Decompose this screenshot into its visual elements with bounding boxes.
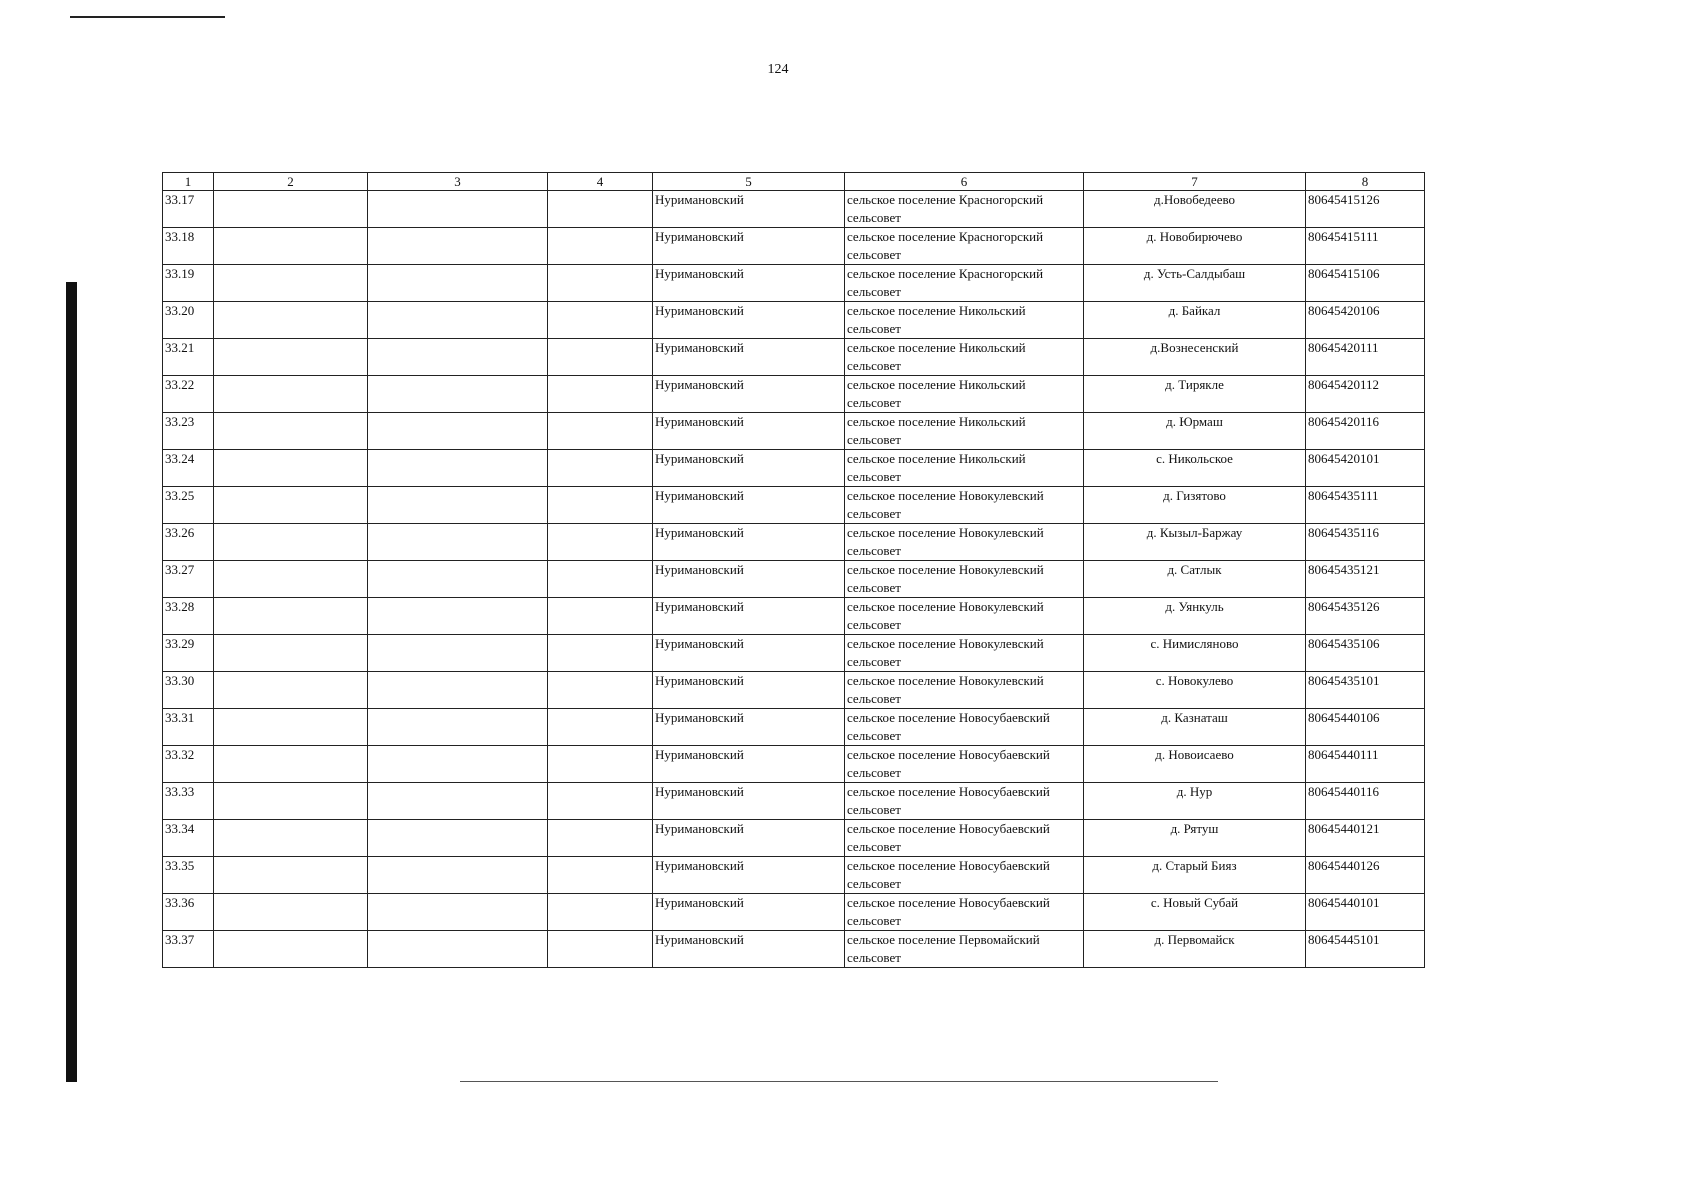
row-number-cell: 33.32 (163, 746, 214, 783)
settlement-cell: сельское поселение Красногорский сельсовет (845, 191, 1084, 228)
column-4-cell (548, 339, 653, 376)
table-header-row (163, 173, 1425, 191)
locality-cell: д. Новобирючево (1084, 228, 1306, 265)
oktmo-code-cell: 80645420111 (1306, 339, 1425, 376)
settlement-cell: сельское поселение Никольский сельсовет (845, 302, 1084, 339)
column-2-cell (214, 487, 368, 524)
column-2-cell (214, 894, 368, 931)
district-cell: Нуримановский (653, 450, 845, 487)
district-cell: Нуримановский (653, 561, 845, 598)
table-row (163, 524, 1425, 561)
column-2-cell (214, 783, 368, 820)
column-3-cell (368, 746, 548, 783)
district-cell: Нуримановский (653, 487, 845, 524)
table-row (163, 265, 1425, 302)
oktmo-code-cell: 80645415126 (1306, 191, 1425, 228)
column-4-cell (548, 487, 653, 524)
column-4-cell (548, 931, 653, 968)
locality-cell: с. Никольское (1084, 450, 1306, 487)
district-cell: Нуримановский (653, 413, 845, 450)
district-cell: Нуримановский (653, 376, 845, 413)
table-row (163, 894, 1425, 931)
column-2-cell (214, 265, 368, 302)
district-cell: Нуримановский (653, 820, 845, 857)
oktmo-code-cell: 80645435116 (1306, 524, 1425, 561)
column-2-cell (214, 820, 368, 857)
column-2-cell (214, 302, 368, 339)
row-number-cell: 33.36 (163, 894, 214, 931)
table-row (163, 783, 1425, 820)
table-row (163, 413, 1425, 450)
oktmo-code-cell: 80645415106 (1306, 265, 1425, 302)
column-3-cell (368, 339, 548, 376)
oktmo-code-cell: 80645420112 (1306, 376, 1425, 413)
column-2-cell (214, 598, 368, 635)
oktmo-code-cell: 80645440126 (1306, 857, 1425, 894)
column-header-1: 1 (163, 173, 214, 191)
page-number: 124 (767, 62, 789, 77)
column-4-cell (548, 820, 653, 857)
column-2-cell (214, 376, 368, 413)
column-2-cell (214, 228, 368, 265)
column-3-cell (368, 894, 548, 931)
table-row (163, 598, 1425, 635)
settlement-cell: сельское поселение Никольский сельсовет (845, 413, 1084, 450)
table-row (163, 820, 1425, 857)
table-row (163, 376, 1425, 413)
table-row (163, 191, 1425, 228)
column-2-cell (214, 931, 368, 968)
column-header-4: 4 (548, 173, 653, 191)
column-4-cell (548, 894, 653, 931)
settlement-cell: сельское поселение Новосубаевский сельсовет (845, 746, 1084, 783)
row-number-cell: 33.26 (163, 524, 214, 561)
row-number-cell: 33.33 (163, 783, 214, 820)
oktmo-code-cell: 80645435111 (1306, 487, 1425, 524)
column-4-cell (548, 783, 653, 820)
locality-cell: с. Нимисляново (1084, 635, 1306, 672)
oktmo-code-cell: 80645435106 (1306, 635, 1425, 672)
locality-cell: д. Байкал (1084, 302, 1306, 339)
oktmo-code-cell: 80645420106 (1306, 302, 1425, 339)
district-cell: Нуримановский (653, 894, 845, 931)
settlement-cell: сельское поселение Никольский сельсовет (845, 376, 1084, 413)
row-number-cell: 33.27 (163, 561, 214, 598)
district-cell: Нуримановский (653, 635, 845, 672)
district-cell: Нуримановский (653, 672, 845, 709)
row-number-cell: 33.28 (163, 598, 214, 635)
row-number-cell: 33.22 (163, 376, 214, 413)
row-number-cell: 33.29 (163, 635, 214, 672)
table-row (163, 302, 1425, 339)
settlement-cell: сельское поселение Новокулевский сельсовет (845, 672, 1084, 709)
district-cell: Нуримановский (653, 598, 845, 635)
district-cell: Нуримановский (653, 524, 845, 561)
table-row (163, 931, 1425, 968)
column-3-cell (368, 450, 548, 487)
settlement-cell: сельское поселение Новосубаевский сельсовет (845, 709, 1084, 746)
column-header-6: 6 (845, 173, 1084, 191)
column-3-cell (368, 524, 548, 561)
table-row (163, 746, 1425, 783)
scan-edge-bar (66, 282, 77, 1082)
locality-cell: д. Усть-Салдыбаш (1084, 265, 1306, 302)
locality-cell: с. Новый Субай (1084, 894, 1306, 931)
column-3-cell (368, 635, 548, 672)
locality-cell: д. Казнаташ (1084, 709, 1306, 746)
district-cell: Нуримановский (653, 302, 845, 339)
settlement-cell: сельское поселение Новокулевский сельсовет (845, 487, 1084, 524)
column-3-cell (368, 931, 548, 968)
column-4-cell (548, 672, 653, 709)
oktmo-code-cell: 80645440121 (1306, 820, 1425, 857)
row-number-cell: 33.21 (163, 339, 214, 376)
row-number-cell: 33.25 (163, 487, 214, 524)
settlement-cell: сельское поселение Новокулевский сельсовет (845, 598, 1084, 635)
settlement-cell: сельское поселение Новокулевский сельсовет (845, 524, 1084, 561)
locality-cell: д. Юрмаш (1084, 413, 1306, 450)
column-3-cell (368, 228, 548, 265)
column-4-cell (548, 376, 653, 413)
oktmo-code-cell: 80645445101 (1306, 931, 1425, 968)
locality-cell: д. Гизятово (1084, 487, 1306, 524)
column-header-2: 2 (214, 173, 368, 191)
column-4-cell (548, 746, 653, 783)
oktmo-code-cell: 80645440106 (1306, 709, 1425, 746)
settlement-cell: сельское поселение Первомайский сельсовет (845, 931, 1084, 968)
row-number-cell: 33.19 (163, 265, 214, 302)
column-3-cell (368, 191, 548, 228)
table-row (163, 450, 1425, 487)
column-2-cell (214, 413, 368, 450)
column-3-cell (368, 302, 548, 339)
column-3-cell (368, 820, 548, 857)
column-3-cell (368, 561, 548, 598)
column-2-cell (214, 672, 368, 709)
locality-cell: д. Нур (1084, 783, 1306, 820)
district-cell: Нуримановский (653, 709, 845, 746)
oktmo-code-cell: 80645435126 (1306, 598, 1425, 635)
oktmo-code-cell: 80645435121 (1306, 561, 1425, 598)
district-cell: Нуримановский (653, 931, 845, 968)
table-row (163, 561, 1425, 598)
column-3-cell (368, 413, 548, 450)
locality-cell: д. Сатлык (1084, 561, 1306, 598)
row-number-cell: 33.17 (163, 191, 214, 228)
oktmo-code-cell: 80645415111 (1306, 228, 1425, 265)
settlement-cell: сельское поселение Красногорский сельсовет (845, 228, 1084, 265)
column-3-cell (368, 265, 548, 302)
column-4-cell (548, 450, 653, 487)
district-cell: Нуримановский (653, 857, 845, 894)
table-row (163, 339, 1425, 376)
settlement-cell: сельское поселение Новосубаевский сельсовет (845, 783, 1084, 820)
column-2-cell (214, 857, 368, 894)
column-3-cell (368, 376, 548, 413)
column-4-cell (548, 524, 653, 561)
oktmo-code-cell: 80645440116 (1306, 783, 1425, 820)
column-header-5: 5 (653, 173, 845, 191)
column-4-cell (548, 228, 653, 265)
locality-cell: с. Новокулево (1084, 672, 1306, 709)
row-number-cell: 33.37 (163, 931, 214, 968)
district-cell: Нуримановский (653, 265, 845, 302)
settlement-cell: сельское поселение Новокулевский сельсовет (845, 635, 1084, 672)
district-cell: Нуримановский (653, 191, 845, 228)
locality-cell: д. Тирякле (1084, 376, 1306, 413)
locality-cell: д. Первомайск (1084, 931, 1306, 968)
settlement-cell: сельское поселение Новокулевский сельсовет (845, 561, 1084, 598)
settlement-cell: сельское поселение Никольский сельсовет (845, 339, 1084, 376)
column-4-cell (548, 598, 653, 635)
column-2-cell (214, 746, 368, 783)
column-4-cell (548, 857, 653, 894)
column-4-cell (548, 709, 653, 746)
oktmo-code-cell: 80645440111 (1306, 746, 1425, 783)
column-header-7: 7 (1084, 173, 1306, 191)
settlement-cell: сельское поселение Новосубаевский сельсовет (845, 820, 1084, 857)
column-4-cell (548, 265, 653, 302)
column-2-cell (214, 524, 368, 561)
table-row (163, 857, 1425, 894)
column-2-cell (214, 561, 368, 598)
table-body (163, 191, 1425, 968)
table-row (163, 228, 1425, 265)
bottom-rule (460, 1081, 1218, 1082)
column-4-cell (548, 302, 653, 339)
table-row (163, 709, 1425, 746)
column-2-cell (214, 191, 368, 228)
column-3-cell (368, 857, 548, 894)
locality-cell: д. Рятуш (1084, 820, 1306, 857)
column-2-cell (214, 450, 368, 487)
oktmo-code-cell: 80645420101 (1306, 450, 1425, 487)
column-4-cell (548, 191, 653, 228)
district-cell: Нуримановский (653, 339, 845, 376)
column-4-cell (548, 635, 653, 672)
row-number-cell: 33.23 (163, 413, 214, 450)
column-3-cell (368, 783, 548, 820)
column-3-cell (368, 709, 548, 746)
locality-cell: д.Новобедеево (1084, 191, 1306, 228)
oktmo-code-cell: 80645435101 (1306, 672, 1425, 709)
registry-table (162, 172, 1425, 968)
locality-cell: д. Новоисаево (1084, 746, 1306, 783)
column-4-cell (548, 413, 653, 450)
settlement-cell: сельское поселение Новосубаевский сельсовет (845, 857, 1084, 894)
column-3-cell (368, 487, 548, 524)
column-3-cell (368, 672, 548, 709)
column-header-8: 8 (1306, 173, 1425, 191)
column-2-cell (214, 709, 368, 746)
row-number-cell: 33.18 (163, 228, 214, 265)
settlement-cell: сельское поселение Новосубаевский сельсовет (845, 894, 1084, 931)
settlement-cell: сельское поселение Никольский сельсовет (845, 450, 1084, 487)
settlement-cell: сельское поселение Красногорский сельсовет (845, 265, 1084, 302)
row-number-cell: 33.20 (163, 302, 214, 339)
row-number-cell: 33.31 (163, 709, 214, 746)
column-2-cell (214, 635, 368, 672)
column-2-cell (214, 339, 368, 376)
row-number-cell: 33.34 (163, 820, 214, 857)
row-number-cell: 33.35 (163, 857, 214, 894)
column-4-cell (548, 561, 653, 598)
district-cell: Нуримановский (653, 228, 845, 265)
row-number-cell: 33.30 (163, 672, 214, 709)
oktmo-code-cell: 80645420116 (1306, 413, 1425, 450)
top-rule (70, 16, 225, 18)
oktmo-code-cell: 80645440101 (1306, 894, 1425, 931)
locality-cell: д. Старый Бияз (1084, 857, 1306, 894)
table-row (163, 487, 1425, 524)
column-3-cell (368, 598, 548, 635)
locality-cell: д. Кызыл-Баржау (1084, 524, 1306, 561)
table-row (163, 635, 1425, 672)
district-cell: Нуримановский (653, 746, 845, 783)
column-header-3: 3 (368, 173, 548, 191)
locality-cell: д. Уянкуль (1084, 598, 1306, 635)
row-number-cell: 33.24 (163, 450, 214, 487)
table-row (163, 672, 1425, 709)
district-cell: Нуримановский (653, 783, 845, 820)
locality-cell: д.Вознесенский (1084, 339, 1306, 376)
